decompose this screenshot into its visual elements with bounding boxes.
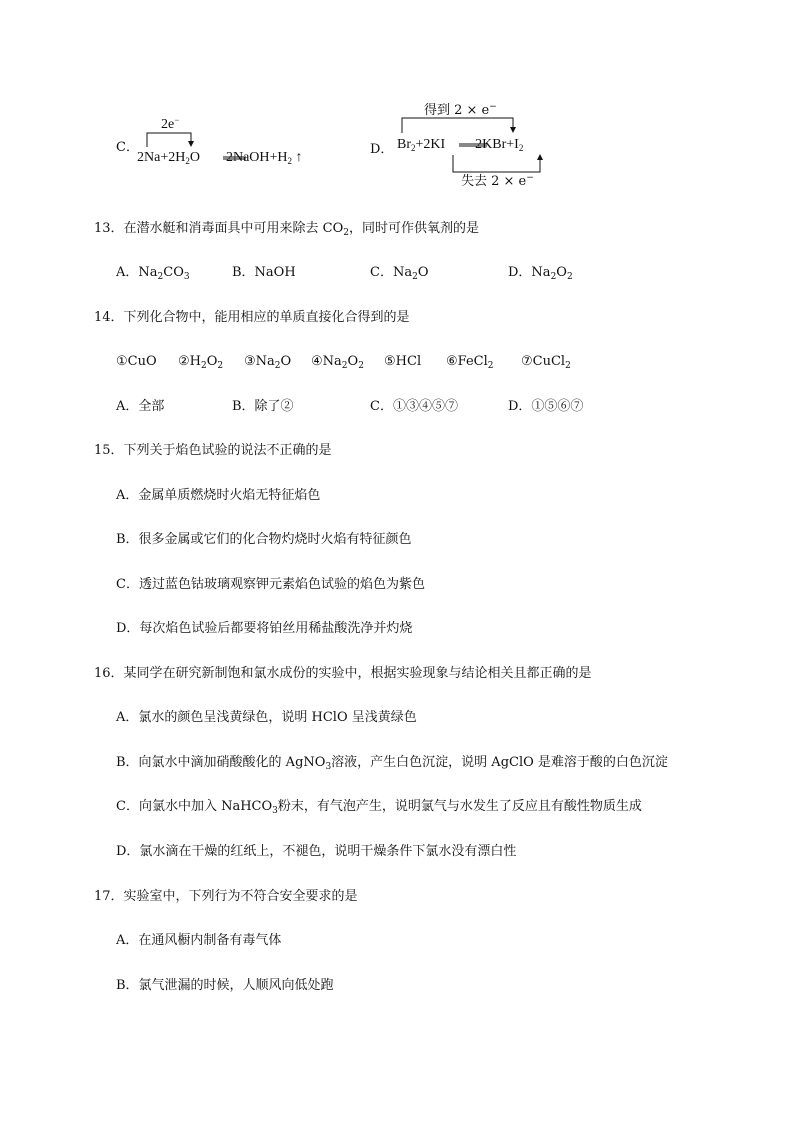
q15-option-a: A．金属单质燃烧时火焰无特征焰色 <box>116 488 321 503</box>
q16-stem: 16．某同学在研究新制饱和氯水成份的实验中，根据实验现象与结论相关且都正确的是 <box>94 666 592 681</box>
q16-option-b: B．向氯水中滴加硝酸酸化的 AgNO$_3$溶液，产生白色沉淀，说明 AgClO 是难溶于酸的白色沉淀 <box>116 755 668 772</box>
q17-option-b: B．氯气泄漏的时候，人顺风向低处跑 <box>116 978 334 993</box>
q14-item-2: $②H_2O_2$ <box>178 354 224 371</box>
q16-option-c: C．向氯水中加入 NaHCO$_3$粉末，有气泡产生，说明氯气与水发生了反应且有酸性物质生成 <box>116 799 642 816</box>
q12-d-electron-arrows <box>0 0 794 200</box>
q13-option-b: B．NaOH <box>232 265 296 280</box>
q13-stem: 13．在潜水艇和消毒面具中可用来除去 $CO_2$，同时可作供氧剂的是 <box>94 221 480 238</box>
q15-stem: 15．下列关于焰色试验的说法不正确的是 <box>94 443 332 458</box>
q14-option-c: C．①③④⑤⑦ <box>370 399 458 414</box>
q14-item-3: $③Na_2O$ <box>244 354 292 371</box>
q14-option-b: B．除了② <box>232 399 294 414</box>
q12-c-equation: $2Na+2H_2O$ $2NaOH+H_2$ ↑ <box>137 150 303 166</box>
q16-option-d: D．氯水滴在干燥的红纸上，不褪色，说明干燥条件下氯水没有漂白性 <box>116 844 517 859</box>
q13-option-d: D．$Na_2O_2$ <box>508 265 573 282</box>
q17-stem: 17．实验室中，下列行为不符合安全要求的是 <box>94 889 358 904</box>
q12-d-equation: $Br_2+2KI$ $2KBr+I_2$ <box>397 137 524 153</box>
q12-d-gain-note: 得到 2 × e− <box>424 102 497 118</box>
q12-option-d-label: D． <box>370 142 394 157</box>
q14-item-6: ⑥FeCl$_2$ <box>446 354 494 371</box>
q14-item-7: ⑦CuCl$_2$ <box>521 354 571 371</box>
q15-option-c: C．透过蓝色钴玻璃观察钾元素焰色试验的焰色为紫色 <box>116 577 425 592</box>
q14-item-1: ①CuO <box>116 354 157 369</box>
q13-option-a: A．$Na_2CO_3$ <box>116 265 190 282</box>
q13-option-c: C．$Na_2O$ <box>370 265 429 282</box>
q12-option-c-label: C． <box>116 140 139 155</box>
q15-option-b: B．很多金属或它们的化合物灼烧时火焰有特征颜色 <box>116 532 412 547</box>
q14-item-5: ⑤HCl <box>384 354 422 369</box>
q12-c-electron-transfer: 2e− <box>161 115 180 132</box>
q12-d-lose-note: 失去 2 × e− <box>461 173 534 189</box>
q17-option-a: A．在通风橱内制备有毒气体 <box>116 933 282 948</box>
q14-stem: 14．下列化合物中，能用相应的单质直接化合得到的是 <box>94 310 410 325</box>
q14-option-d: D．①⑤⑥⑦ <box>508 399 584 414</box>
q15-option-d: D．每次焰色试验后都要将铂丝用稀盐酸洗净并灼烧 <box>116 621 413 636</box>
q14-item-4: $④Na_2O_2$ <box>311 354 364 371</box>
q16-option-a: A．氯水的颜色呈浅黄绿色，说明 HClO 呈浅黄绿色 <box>116 710 417 725</box>
q14-option-a: A．全部 <box>116 399 165 414</box>
